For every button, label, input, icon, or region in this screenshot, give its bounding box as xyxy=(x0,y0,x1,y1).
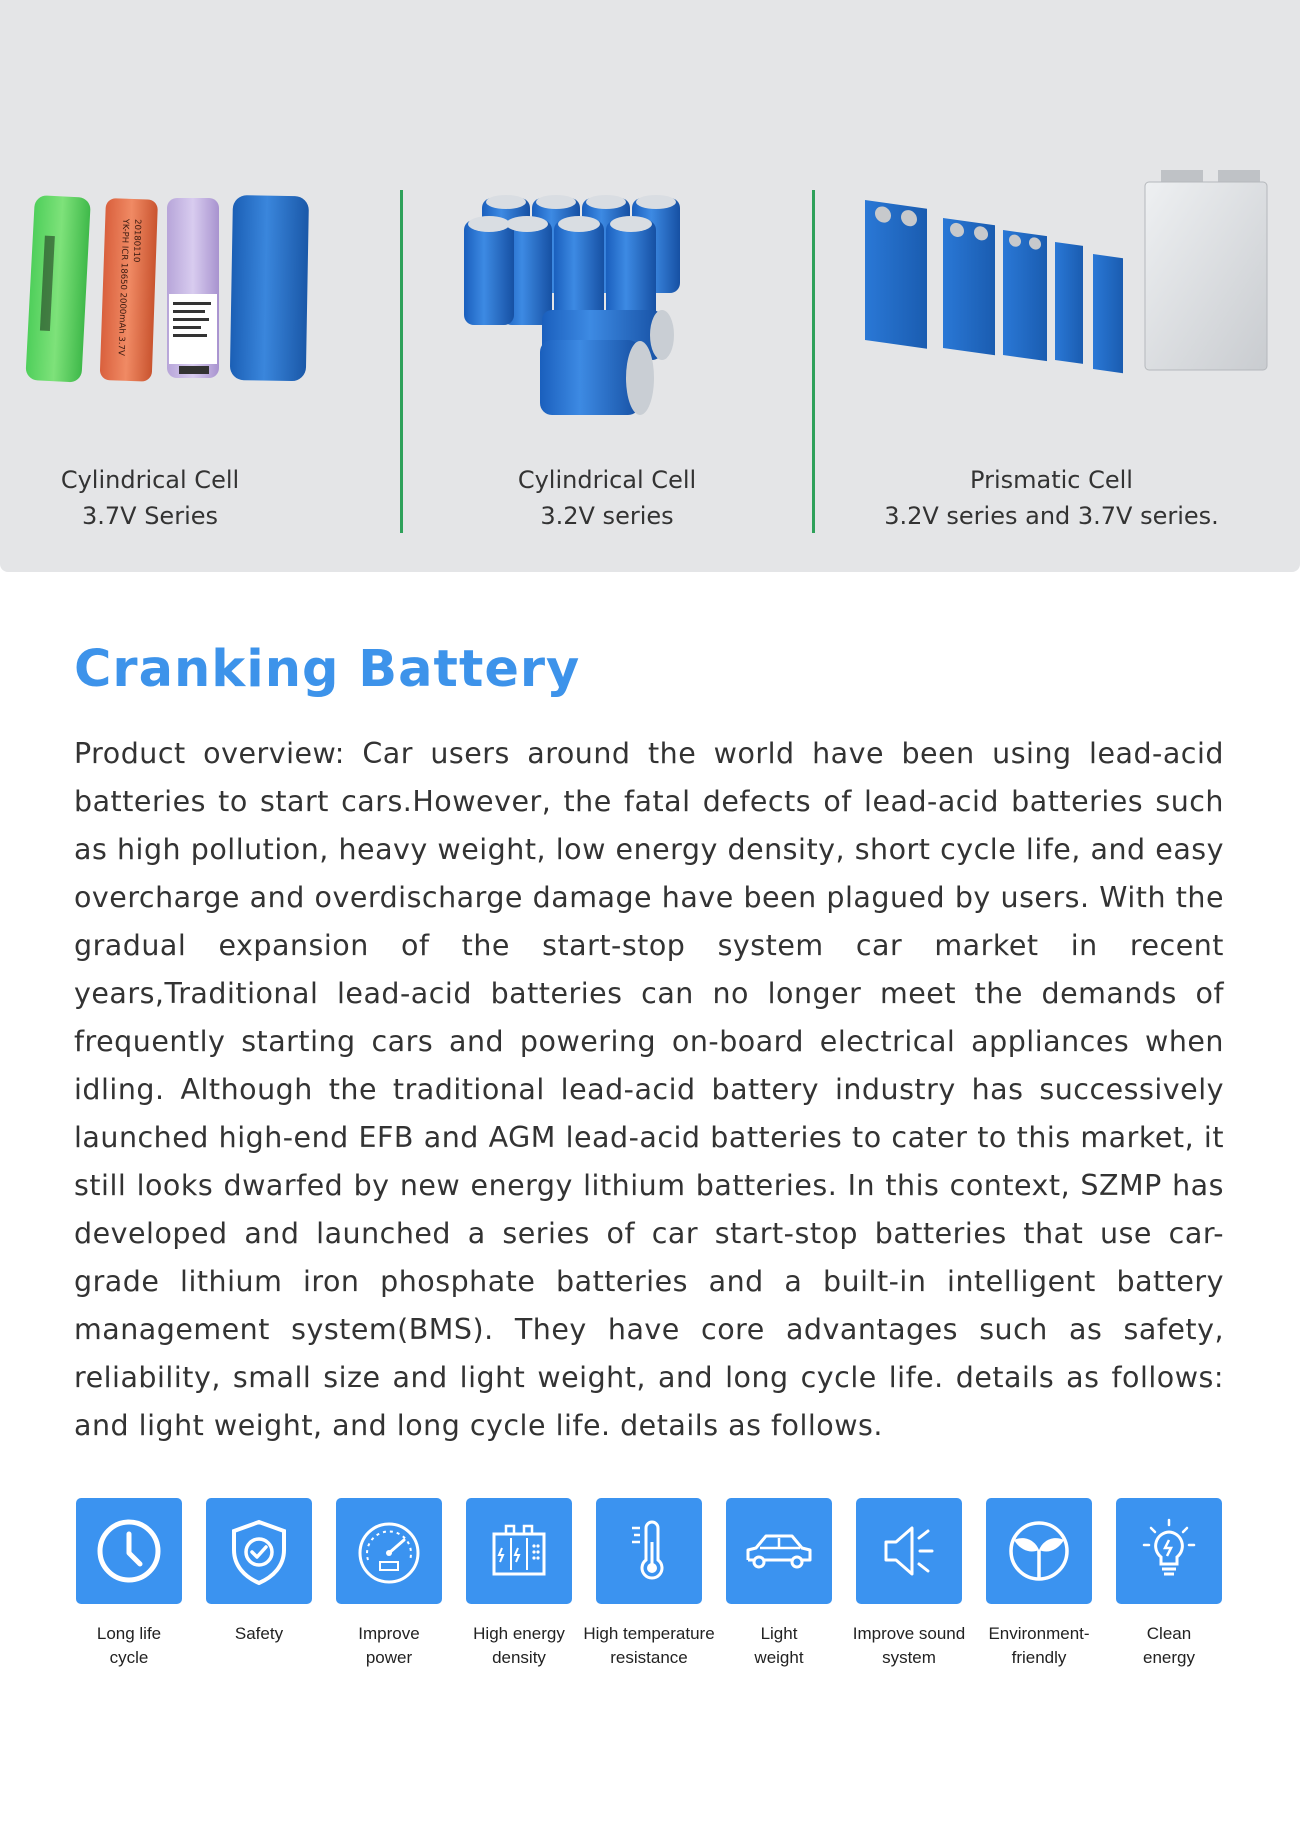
cylindrical-3-7v-cells-photo xyxy=(0,150,400,425)
section-title: Cranking Battery xyxy=(74,640,581,699)
clock-icon xyxy=(76,1498,182,1604)
feature-tile xyxy=(76,1498,182,1604)
cylindrical-3-2v-cells-photo xyxy=(402,150,812,425)
product-series: 3.2V series and 3.7V series. xyxy=(884,502,1219,530)
product-name: Cylindrical Cell xyxy=(60,466,240,494)
feature-tile xyxy=(726,1498,832,1604)
feature-label: Environment- friendly xyxy=(988,1624,1090,1667)
speaker-icon xyxy=(856,1498,962,1604)
product-caption xyxy=(402,462,812,534)
feature-label: Safety xyxy=(234,1624,284,1643)
leaf-sprout-icon xyxy=(986,1498,1092,1604)
product-cylindrical-3-7v xyxy=(0,150,400,540)
speedometer-icon xyxy=(336,1498,442,1604)
product-series: 3.2V series xyxy=(540,502,674,530)
car-icon xyxy=(726,1498,832,1604)
feature-tile xyxy=(596,1498,702,1604)
feature-tile xyxy=(336,1498,442,1604)
battery-pack-icon xyxy=(466,1498,572,1604)
product-cylindrical-3-2v xyxy=(402,150,812,540)
product-overview-text: Product overview: Car users around the world have been using lead-acid batteries to start cars.However, the fatal defects of lead-acid batteries such as high pollution, heavy weight, low energy density, short cycle life, and easy overcharge and overdischarge damage have been plagued by users. With the gradual expansion of the start-stop system car market in recent years,Traditional lead-acid batteries can no longer meet the demands of frequently starting cars and powering on-board electrical appliances when idling. Although the traditional lead-acid battery industry has successively launched high-end EFB and AGM lead-acid batteries to cater to this market, it still looks dwarfed by new energy lithium batteries. In this context, SZMP has developed and launched a series of car start-stop batteries that use car-grade lithium iron phosphate batteries and a built-in intelligent battery management system(BMS). They have core advantages such as safety, reliability, small size and light weight, and long cycle life. details as follows: and light weight, and long cycle life. details as follows. xyxy=(74,737,1224,1442)
product-prismatic xyxy=(815,150,1300,540)
feature-label: High temperature resistance xyxy=(583,1624,715,1667)
lightbulb-icon xyxy=(1116,1498,1222,1604)
feature-label: Light weight xyxy=(754,1624,804,1667)
feature-tile xyxy=(206,1498,312,1604)
feature-icons-row xyxy=(0,1498,1300,1698)
product-name: Cylindrical Cell xyxy=(517,466,697,494)
feature-label: Long life cycle xyxy=(96,1624,162,1667)
feature-tile xyxy=(466,1498,572,1604)
feature-tile xyxy=(986,1498,1092,1604)
product-series: 3.7V Series xyxy=(81,502,219,530)
feature-label: High energy density xyxy=(473,1624,565,1667)
orange-cell-date: 20180110 xyxy=(130,218,143,263)
product-caption xyxy=(809,462,1294,534)
feature-label: Improve power xyxy=(358,1624,420,1667)
feature-label: Improve sound system xyxy=(852,1624,966,1667)
orange-cell-label: YK-PH ICR 18650 2000mAh 3.7V xyxy=(115,218,131,356)
prismatic-cells-photo xyxy=(815,150,1300,425)
product-caption xyxy=(0,462,400,534)
product-name: Prismatic Cell xyxy=(970,466,1133,494)
product-showcase-panel xyxy=(0,0,1300,572)
feature-tile xyxy=(1116,1498,1222,1604)
feature-tile xyxy=(856,1498,962,1604)
thermometer-icon xyxy=(596,1498,702,1604)
feature-label: Clean energy xyxy=(1143,1624,1195,1667)
shield-check-icon xyxy=(206,1498,312,1604)
